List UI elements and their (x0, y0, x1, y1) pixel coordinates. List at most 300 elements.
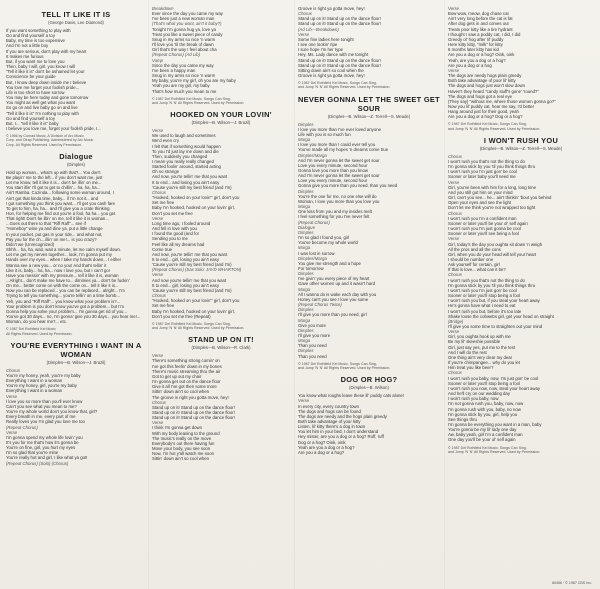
lyric-line: I won't rush you I'm just gonna be cool (448, 226, 521, 232)
lyric-line: Both take advantage of your kitty (298, 418, 361, 424)
section-label: Chorus (448, 272, 462, 278)
song-block (6, 10, 146, 147)
section-label: (That's what you want, ain't it baby?) (152, 21, 222, 27)
song-block (152, 335, 290, 461)
lyric-line: Baby, my time is too expensive (6, 38, 65, 44)
song-block (6, 341, 146, 466)
lyric-line: I've been a happy man (152, 67, 196, 73)
lyric-line: It makes me furious (6, 53, 44, 59)
lyric-line: And you still got him on your mind (448, 189, 513, 195)
section-label: (Repeat Chorus) (Ad Lib) (152, 52, 201, 58)
lyric-line: Your problem is you don't know you've got a problem... but I'm (6, 303, 124, 309)
lyric-line: I mean you really really changed (152, 159, 214, 164)
lyric-line: I felt that if something would happen (152, 143, 221, 149)
copyright-line: © 1987 Del Rothfield Kei Music, Songs Can Sing, (298, 361, 377, 366)
lyric-line: Ain't got that kinda time, baby... if I'm not it... and (6, 195, 99, 201)
lyric-line: I'm gonna spend my whole life lovin' you (6, 434, 83, 440)
lyric-line: And he'll cry on our wedding day (448, 391, 510, 397)
lyric-line: That's how much you mean to me (152, 88, 217, 94)
lyric-line: We used to laugh and sometimes (152, 133, 216, 139)
lyric-line: Sooner or later baby you'll need me (448, 174, 516, 180)
lyric-line: I'm so glad I found you, girl (298, 235, 350, 241)
lyric-line: Haven't they heard "candy stuff's gone' 'round?" (448, 88, 539, 94)
lyric-line: I won't rush you I'm just gon' be cool (448, 169, 517, 175)
lyric-line: Now, I'm hot y'all watch me soon (152, 451, 215, 457)
lyric-line: Gave other women up and it wasn't hard (298, 281, 376, 287)
section-label: Dimples (298, 229, 314, 235)
lyric-line: Trying to tell you something... you're tellin' on a time bomb... (6, 293, 120, 299)
lyric-line: Now you can be replaced... you can be replaced... alright... I'm (6, 288, 125, 294)
lyric-line: I think I'm gonna get down (152, 425, 203, 431)
lyric-line: I'll love you 'til the break of dawn (152, 42, 214, 48)
lyric-line: The dogs and hogs just won't slow down (448, 83, 526, 89)
lyric-line: I've got this feelin' down in my bones (152, 363, 222, 369)
copyright-line: © 1987 Del Rothfield Kei Music, Songs Can Sing, (448, 445, 527, 450)
lyric-line: Shhh... ha, ha, wait, wait a minute, let me calm myself down. (6, 247, 122, 253)
lyric-line: I've givin' you every piece of my heart (298, 276, 370, 282)
lyric-line: (They say) "without me, where those women gonna go?" (448, 98, 556, 104)
lyric-line: After dog gets in and comes out (448, 21, 509, 27)
lyric-line: Woman, I love you more than you love you (298, 198, 380, 204)
lyric-line: For tomorrow (298, 265, 324, 271)
lyric-line: And now you're tellin' me that you want (152, 277, 227, 283)
lyric-line: The dogs are needy and the hogs plain greedy (298, 413, 387, 419)
lyric-line: "Hooked, hooked on your lovin'" girl, don't you (152, 195, 240, 201)
lyric-line: Stand up on it! Stand up on the dance floor! (298, 16, 381, 22)
section-label: Breakdown (152, 6, 174, 11)
lyric-line: Girl, you've been with him for a long, long time (448, 184, 536, 190)
copyright-line: All Rights Reserved. Used by Permission. (6, 331, 73, 336)
lyric-line: Sooner or later you'll stop being a fool (448, 293, 521, 299)
section-label: Marga (298, 338, 311, 344)
section-label: Chorus (152, 399, 166, 405)
lyric-line: Love you every minute, second hour (298, 178, 368, 184)
lyric-line: Really loves you I'm glad you love me too (6, 419, 85, 425)
lyric-line: Treats poor kitty like a tire hydrant (448, 26, 513, 32)
lyric-line: Have you messin' with my pressure... tell it like it is, woman (6, 272, 119, 278)
lyric-line: I feel something for you I've never felt (298, 214, 370, 220)
lyric-line: The dogs are needy hogs plain greedy (448, 73, 522, 79)
copyright-line: and Jump 'N 'N' All Rights Reserved. Used by Permission. (298, 85, 391, 90)
lyric-line: To you I'd just lay me down and die (152, 148, 219, 154)
lyric-line: Girl, you oughta hook up with me (448, 334, 511, 340)
column-divider (294, 0, 295, 589)
lyric-line: I won't rush you that's not the thing to do (448, 277, 525, 283)
section-label: (Ad Lib—Breakdown) (298, 26, 339, 32)
lyric-line: 'Cause you're still my best friend (and I'm) (152, 184, 232, 190)
lyric-line: Give you more (298, 322, 326, 328)
lyric-line: One kiss from you and my insides melt (298, 209, 372, 215)
lyric-line: Long time ago, I fooled around (152, 220, 211, 226)
column-divider (444, 0, 445, 589)
column-divider (148, 0, 149, 589)
song-title: YOU'RE EVERYTHING I WANT IN A WOMAN (10, 340, 142, 359)
section-label: Dialogue (298, 224, 315, 230)
lyric-line: I've been just a new woman man (152, 16, 215, 22)
lyric-line: I should be number one (448, 256, 494, 262)
lyric-line: Don't you set me free (Repeat) (152, 313, 211, 319)
lyric-line: He's gonna have what I need to eat (448, 303, 516, 309)
lyric-line: Honey can't you see I love you some (298, 296, 369, 302)
lyric-line: The groove is right you gotta move, hey! (152, 394, 229, 400)
lyric-line: Gonna love you more than you know (298, 168, 368, 173)
song-block (152, 6, 290, 105)
section-label: Chorus (448, 210, 462, 216)
lyric-line: Woman, do you hear me?... etc. (6, 319, 68, 325)
section-label: Verse (152, 353, 164, 359)
song-credits: (Dimples—B. Wilson—J. Brazil) (191, 120, 251, 126)
lyric-line: Snug in my arms so nice 'n warm (152, 36, 216, 42)
lyric-line: And I'm never gonna let the sweet get sour (298, 157, 380, 163)
lyric-line: I got something you think you want... I'll get you cash fare (6, 200, 116, 206)
lyric-line: Here kitty kitty, "milk" for kitty (448, 42, 503, 48)
section-label: Verse (152, 215, 164, 221)
lyric-line: Everything I want in a woman (6, 388, 63, 394)
lyric-line: You're the one for me, no one else will do (298, 193, 377, 199)
lyric-line: I won't rush you that's not the thing to do (448, 159, 525, 164)
lyric-line: I love you so more than you'll ever know (6, 398, 83, 404)
lyric-line: I won't rush you but, before it's too late (448, 308, 522, 314)
lyric-line: Conscience be your guide (6, 74, 56, 80)
lyric-line: Girl, when you do your head will tell your heart (448, 251, 537, 257)
lyric-line: Since the day you came my way (152, 62, 214, 68)
lyric-line: And I will do the rest (448, 349, 487, 355)
section-label: Marga (298, 245, 311, 251)
lyric-line: And fell in love with you (152, 226, 197, 232)
section-label: Verse (6, 393, 18, 399)
song-title: STAND UP ON IT! (188, 335, 254, 345)
copyright-line: and Jump 'N 'N' All Rights Reserved. Used by Permission. (152, 326, 245, 331)
song-title: NEVER GONNA LET THE SWEET GET SOUR (298, 94, 440, 113)
lyric-line: I'll give you more (298, 333, 331, 338)
lyrics-column-4 (448, 6, 594, 583)
lyric-line: Snug in my arms so nice 'n warm (152, 73, 216, 79)
lyric-line: Are you a dog or a hog? Oink, oink (448, 52, 515, 58)
lyric-line: One day you'll be your ol' self again (448, 437, 516, 443)
lyric-line: Him treat you like beer? (448, 365, 494, 371)
copyright-line: and Jump 'N 'N' All Rights Reserved. Used by Permission. (298, 365, 391, 370)
lyric-line: So go on and live baby go on and live (6, 105, 78, 111)
song-credits: (Dimples—B. Wilson—J. Brazil) (46, 359, 106, 365)
lyric-line: I sure hope I'm her type (298, 47, 344, 53)
lyric-line: Can't you see what you mean to me? (6, 403, 77, 409)
section-label: Marga (298, 317, 311, 323)
song-block (448, 6, 594, 131)
lyrics-column-3 (298, 6, 440, 583)
lyric-line: Groove is right ya gotta move, hey! (298, 73, 365, 79)
lyric-line: Be playin' me to the left... if you don't want me, just (6, 174, 103, 180)
section-label: (Repeat Chorus Twice) (298, 302, 342, 308)
song-title: HOOKED ON YOUR LOVIN' (170, 110, 272, 120)
section-label: Chorus (448, 153, 462, 159)
song-title: TELL IT LIKE IT IS (41, 10, 111, 19)
lyric-line: All I wanna do is wake each day with you (298, 291, 377, 297)
lyric-line: Then, suddenly you changed (152, 153, 208, 159)
lyric-line: ...Alright... don't make me have to... dimmies ya... don't be fuckin' (6, 278, 130, 284)
section-label: Verse (152, 272, 164, 278)
lyric-line: I'm gonna stick by you 'til you think things thru (448, 282, 536, 288)
lyric-line: Hang around just for their good, yeah (448, 109, 519, 115)
lyric-line: Baby I'm hooked, hooked on your lovin' girl, (152, 205, 235, 211)
lyric-line: You're my whole world don't you know that, girl? (6, 409, 98, 415)
lyric-line: I won't rush you but, if you steal your heart away (448, 298, 540, 304)
lyric-line: Groove is right ya gotta move, hey! (298, 6, 365, 11)
copyright-line: Corp. All Rights Reserved. Used by Permission. (6, 142, 83, 147)
section-label: Verse (448, 179, 460, 185)
copyright-line: © 1966 by Conrad Music, A Division of Arc Music (6, 134, 84, 139)
lyric-line: I won't rush you I'm a confident man (448, 215, 517, 221)
section-label: Dimples/Marga (298, 255, 327, 261)
lyric-line: I won't rush you I'm just gon' be cool (448, 287, 517, 293)
lyric-line: There's something strong comin' on (152, 358, 220, 364)
lyric-line: Wanna see a new you... or no you! And that's tellin' it (6, 262, 107, 268)
song-credits: (Dimples—B. Wilson—R. Clark) (191, 345, 251, 351)
lyric-line: Gonna give you more than you need, than you need (298, 183, 398, 189)
lyric-line: I'm gonna get out on the dance floor (152, 379, 221, 385)
lyric-line: Stand up on it! Stand up on the dance floor! (152, 409, 235, 415)
lyric-line: Set me free (152, 200, 175, 206)
lyric-line: Hold up woman... what's up with that?... You don't (6, 169, 101, 175)
catalog-footer: 60456 · © 1987 CBS Inc. (551, 581, 592, 585)
lyric-line: See things thru (448, 416, 477, 422)
lyric-line: Greedy ol' hog after lil' puddy (448, 36, 504, 42)
lyric-line: Come true (152, 246, 173, 252)
lyric-line: Sooner or later you'll be your ol' self again (448, 220, 528, 226)
lyric-line: There's music streaming thru the air (152, 368, 221, 374)
lyric-line: Are you a dog or a hog? (298, 449, 345, 455)
lyric-line: Life is too short to have sorrow (6, 89, 65, 95)
lyric-line: If you're chimpangee... why do you let (448, 360, 520, 366)
lyric-line: Be my lil' skeeshie possible (448, 339, 501, 345)
section-label: Marga (298, 137, 311, 143)
lyric-line: The dogs and hogs got a real eye (448, 93, 513, 99)
lyric-line: In your pocket, put gas in your ride... and what not, (6, 231, 103, 237)
song-block (6, 152, 146, 336)
lyric-line: I won't rush you baby, now, I'm just gon' be cool (448, 375, 539, 381)
song-credits: (Dimples—B. Wilson—Z. Terrell—S. Meade) (327, 113, 411, 119)
song-title: Dialogue (59, 151, 93, 161)
lyric-line: Sittin' down ain't so cool when (152, 389, 210, 395)
lyric-line: Oh so strange (152, 169, 179, 175)
lyric-line: ...Goes out there to that "Riff Raff"... see if (6, 221, 86, 227)
lyric-line: Open your eyes and see the light (448, 200, 512, 206)
section-label: Chorus (448, 370, 462, 376)
copyright-line: © 1987 Del Rothfield Kei Music (6, 327, 56, 332)
lyric-line: If you are serious, don't play with my heart (6, 48, 87, 54)
lyric-line: 'Cause you're still my best friend (and I'm) (152, 262, 232, 268)
lyric-line: Started foolin' around, started acting (152, 164, 221, 170)
lyric-line: And I'm never gonna let the sweet get sour (298, 173, 380, 179)
section-label: Verse (298, 31, 310, 37)
lyric-line: Stand up on it! Stand up on the dance floor! (152, 404, 235, 410)
lyric-line: Give it all I've got then some more (152, 384, 217, 390)
lyric-line: Didn't we (Unrecognized) (6, 241, 55, 247)
lyric-line: Bow wow, meow, dog chase cat (448, 11, 509, 17)
lyrics-column-1 (6, 6, 146, 583)
lyric-line: Girl that's the way I feel about cha (152, 47, 217, 53)
lyric-line: Gonna help you solve your problem... I'm gonna get rid of you... (6, 308, 127, 314)
section-label: Verse (152, 420, 164, 426)
lyric-line: It's you for me that's how it's gonna be (6, 440, 79, 446)
section-label: Verse (448, 6, 460, 11)
section-label: Chorus (152, 293, 166, 299)
copyright-line: © 1987 Del Rothfield Kei Music, Songs Can Sing, (152, 321, 231, 326)
lyric-line: I'll give you more than you need, girl (298, 312, 367, 318)
lyric-line: All the pros and all the cons (448, 246, 501, 252)
copyright-line: © 1987 Del Rothfield Kei Music, Songs Can Sing, (152, 96, 231, 101)
section-label: (Bridge) (448, 318, 464, 324)
section-label: Dimples (298, 121, 314, 127)
lyric-line: Everything I want in a woman (6, 378, 63, 384)
lyric-line: Listen, lil' kitty there's a dog in town (298, 424, 366, 430)
song-credits: (George Davis, Lee Diamond) (48, 20, 104, 25)
lyric-line: I love you more than I've ever loved anyone (298, 126, 381, 132)
lyric-line: If that is love... what can it be? (448, 267, 506, 273)
section-label: Marga (298, 286, 311, 292)
lyric-line: And now, you're tellin' me that you want (152, 174, 228, 180)
lyric-line: I'm gonna stick by you, girl, help you (448, 411, 518, 417)
lyric-line: Hey, Ms. Lady dance with me tonight (298, 52, 369, 58)
lyric-line: Life with you is so much fun (298, 131, 351, 137)
lyric-line: Than you need (298, 353, 327, 359)
lyric-line: But, if you want me to love you (6, 58, 65, 64)
lyric-line: Stand up on it! Stand up on the dance floor! (298, 62, 381, 68)
lyric-line: But, I... "tell it like it is" baby (6, 120, 59, 126)
lyric-line: Stand up on it! Stand up on the dance floor! (298, 21, 381, 27)
section-label: Dimples (298, 188, 314, 194)
lyric-line: The music's really on the move (152, 435, 212, 441)
lyric-line: Girl, today's the day you oughta sit down 'n weigh (448, 241, 543, 247)
section-label: (Repeat Chorus) (298, 219, 330, 225)
copyright-line: and Jump 'N 'N' All Rights Reserved. Used by Permission. (152, 100, 245, 105)
lyric-line: I'm gonna stick by you 'til you think things thru (448, 164, 536, 170)
copyright-line: and Jump 'N 'N' All Rights Reserved. Used by Permission. (448, 126, 541, 131)
section-label: Dimples (298, 271, 314, 277)
lyric-line: Treat you like a sweet piece of candy (152, 31, 223, 37)
lyric-line: We'd even cry (152, 138, 180, 144)
copyright-line: Corp. and Olrap Publishing. Administered by Arc Music (6, 138, 94, 143)
lyric-line: Ain't Ramba. Cuzinda... following some woman around, I (6, 190, 114, 196)
lyric-line: Stand up on it! Stand up on the dance floor! (152, 415, 235, 421)
section-label: Verse (152, 128, 164, 134)
lyric-line: Girl, just say yes, put me to the test (448, 344, 516, 350)
song-block (448, 136, 594, 454)
section-label: Verse (448, 67, 460, 73)
lyric-line: Everybody's out there having fun (152, 440, 215, 446)
section-label: Marga (298, 204, 311, 210)
lyric-line: But, I know deep down inside me I believe (6, 79, 87, 85)
lyric-line: Go and find yourself a toy (6, 33, 55, 39)
lyric-line: Hands over my eyes... when I take my hands down... I either (6, 257, 122, 263)
lyric-line: I'm gonna rush with you, baby, no now (448, 406, 521, 412)
lyric-line: Stand up on it! Stand up on the dance floor! (298, 57, 381, 63)
lyric-line: Both take advantage of poor lil' kitty (448, 78, 516, 84)
lyric-line: Don't let me think you're not wrapped too tight (448, 205, 536, 211)
lyric-line: Set me free (152, 303, 175, 309)
copyright-line: and Jump 'N 'N' All Rights Reserved. Used by Permission. (448, 449, 541, 454)
lyric-line: Baby I'm hooked, hooked on your lovin' girl, (152, 308, 235, 314)
section-label: (Repeat Chorus) (Sax Solo: JAYD WHARTON) (152, 267, 242, 273)
lyric-line: Now you lil' puddy cat, hear me say, I'd better (448, 103, 535, 109)
song-credits: (Dimples—B. Wilson) (349, 385, 389, 391)
lyric-line: I'm gonna be everything you want in a man, baby (448, 421, 542, 427)
section-label: Verse (6, 429, 18, 435)
lyric-line: Shake loose the cobwebs girl, get your head on straight (448, 313, 554, 319)
lyric-line: Hon, for helping me find out you're a fool, ha ha... you get (6, 210, 116, 216)
lyric-line: You may be here today and gone tomorrow (6, 95, 89, 101)
lyric-line: I love you more than I could ever tell you (298, 142, 376, 148)
lyric-line: Yeah, are you a dog or a hog? (448, 57, 506, 63)
song-block (298, 95, 440, 371)
song-block (298, 6, 440, 90)
lyric-line: Sooner or later you'll see being a fool (448, 231, 519, 237)
lyric-line: Like it is, baby... ha, ha... now I love you, but I can't go! (6, 267, 110, 273)
lyric-line: You've become my whole world (298, 240, 358, 246)
copyright-line: © 1987 Del Rothfield Kei Music, Songs Can Sing, (298, 81, 377, 86)
lyric-line: Girl, can't you see... he... ain't thinkin' 'bout you behind (448, 195, 552, 201)
lyric-line: Yeah are you a dog or a hog? (298, 444, 355, 450)
lyric-line: Dog or a hog? Oink, oink (298, 439, 346, 445)
lyric-line: You start illin' I'll got to get to chillin'... ha, ha, ha... (6, 185, 101, 191)
lyric-line: You love me forget your foolish pride... (6, 84, 80, 90)
lyric-line: I see one lookin' ripe (298, 42, 338, 48)
section-label: Dimples (298, 327, 314, 333)
lyric-line: "Tell it like it is" I'm nothing to play with (6, 110, 79, 116)
lyric-line: "Tell it like it is" don't be ashamed let your (6, 69, 85, 75)
lyric-line: Some fine ladies here tonight (298, 36, 354, 42)
lyrics-column-2 (152, 6, 290, 583)
lyric-line: Ever since the day you came my way (152, 11, 223, 17)
lyric-line: The dogs and hogs can be found (298, 408, 361, 414)
lyric-line: That right! Don't be illin' on me, tell it like it is woman... (6, 216, 109, 222)
lyric-line: You're really hot and girl, I like what ya got! (6, 455, 88, 461)
lyric-line: My baby, you're my girl, oh you are my baby (152, 78, 236, 84)
lyric-line: You're my honey, yeah, you're my baby (6, 372, 81, 378)
section-label: Verse (448, 329, 460, 335)
section-label: Verse (298, 398, 310, 404)
lyric-line: It to end... girl, losing you ain't easy (152, 256, 219, 262)
lyric-line: You might as well get what you want (6, 100, 76, 106)
lyric-line: Yeah you are my girl, my baby (152, 83, 210, 89)
lyric-line: Ain't very long before the cat is fat (448, 16, 513, 22)
lyric-line: Go and find yourself a toy (6, 115, 55, 121)
section-label: Dimples/Marga (298, 152, 327, 158)
lyric-line: Move your body, you see soon (152, 446, 211, 452)
lyric-line: I won't rush you now, now, steal your heart away (448, 385, 541, 391)
lyric-line: Are you a dog or a hog? Dog or a hog? (448, 114, 523, 120)
lyric-line: Pay you for the ch....illin' on me!... is you crazy? (6, 236, 97, 242)
lyric-line: Hey mister, are you a dog or a hog? Ruff, ruff (298, 434, 384, 440)
lyric-line: I'll give you some time to straighten out your mind (448, 324, 543, 329)
lyric-line: Are you a dog or a hog (448, 62, 492, 68)
lyric-line: Got to get up out my chair (152, 373, 202, 379)
lyric-line: I won't rush you baby, now (448, 396, 499, 402)
lyric-line: Every breath in me, every part of me (6, 414, 76, 420)
lyric-line: I was lost in sorrow (298, 250, 335, 256)
lyric-line: Then, baby I will, girl, you know I will (6, 64, 76, 70)
lyric-line: I'm so glad that you're mine (6, 450, 59, 456)
lyric-line: Let me get my nerves together... look, I'm gonna put my (6, 252, 112, 258)
lyric-line: You're gonna be my lil' lady one day (448, 427, 517, 433)
section-label: Dimples (298, 348, 314, 354)
lyric-line: You've made all my hopes 'n dreams come true (298, 147, 389, 153)
lyric-line: Feel like all my dreams had (152, 241, 205, 247)
section-label: Dimples (298, 307, 314, 313)
lyric-line: To get to him, ha, ha... and I'll give you a crate thinking (6, 205, 110, 211)
section-label: (Repeat Chorus) (6, 424, 38, 430)
lyric-line: I found the good (and for (152, 231, 200, 237)
copyright-line: © 1987 Del Rothfield Kei Music, Songs Can Sing, (448, 122, 527, 127)
